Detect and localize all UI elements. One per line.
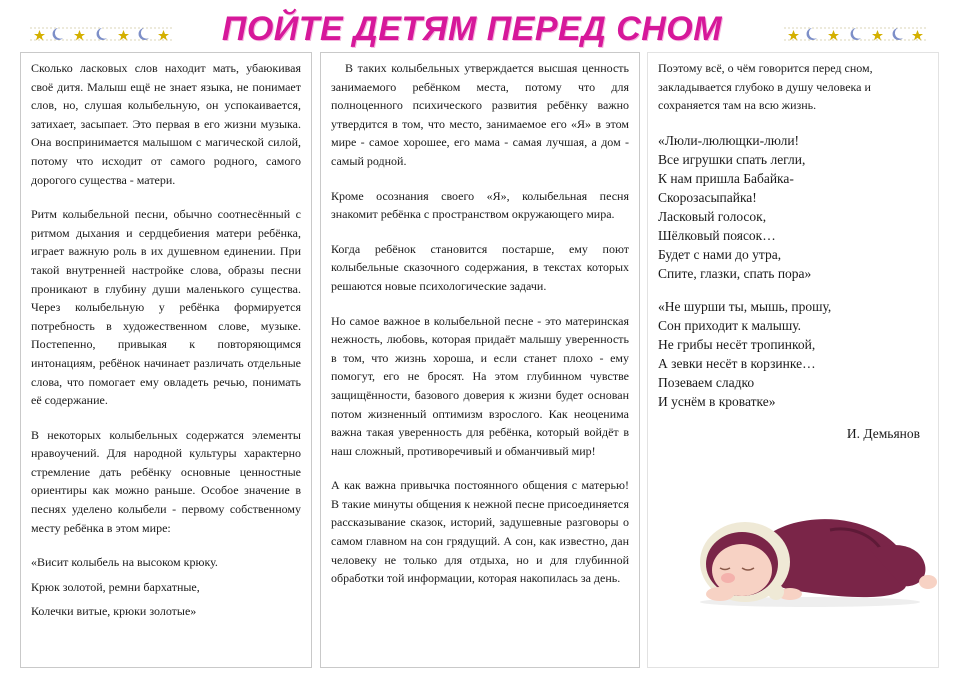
verse-line: Позеваем сладко	[658, 374, 755, 390]
lullaby-verse-1	[658, 131, 928, 283]
verse-line: «Висит колыбель на высоком крюку.	[31, 555, 218, 570]
verse-line: Колечки витые, крюки золотые»	[31, 604, 197, 619]
verse-line: Ласковый голосок,	[658, 208, 767, 224]
header	[0, 0, 960, 52]
verse-line: Спите, глазки, спать пора»	[658, 265, 812, 281]
verse-line: К нам пришла Бабайка-	[658, 170, 794, 186]
verse-line: И уснём в кроватке»	[658, 393, 776, 409]
sleeping-baby-icon	[680, 490, 940, 610]
paragraph: Поэтому всё, о чём говорится перед сном, закладывается глубоко в душу человека и сохраняется там на всю жизнь.	[658, 61, 873, 113]
text-column-middle	[320, 52, 640, 668]
verse-line: Шёлковый поясок…	[658, 227, 776, 243]
paragraph: В таких колыбельных утверждается высшая ценность занимаемого ребёнком места, потому что для полноценного психического развития ребёнку важно утвердится в том, что место, занимаемое его «Я» в этом мире - самое хорошее, его мама - самая лучшая, а дом - самый родной.	[331, 61, 629, 168]
page-title: ПОЙТЕ ДЕТЯМ ПЕРЕД СНОМ	[221, 10, 723, 48]
paragraph: А как важна привычка постоянного общения с матерью! В такие минуты общения к нежной песне присоединяется рассказывание сказок, историй, задушевные разговоры о самом главном на сон грядущий. А сон, как известно, дан человеку не только для отдыха, но и для глубинной обработки той информации, которая накопилась за день.	[331, 478, 629, 586]
verse-line: Будет с нами до утра,	[658, 246, 782, 262]
verse-line: «Не шурши ты, мышь, прошу,	[658, 298, 832, 314]
verse-line: Скорозасыпайка!	[658, 189, 757, 205]
paragraph: Когда ребёнок становится постарше, ему поют колыбельные сказочного содержания, в текстах которых решаются новые психологические задачи.	[331, 241, 629, 293]
paragraph: Но самое важное в колыбельной песне - это материнская нежность, любовь, которая придаёт малышу уверенность в том, что жизнь хороша, и если станет плохо - ему помогут, его не бросят. На этом глубинном чувстве защищённости, базового доверия к жизни будет основан потом жизненный оптимизм взрослого. Как неоценима важна такая уверенность для ребёнка, который войдёт в наш сложный, противоречивый и обманчивый мир!	[331, 313, 629, 458]
text-column-left	[20, 52, 312, 668]
verse-line: Не грибы несёт тропинкой,	[658, 336, 816, 352]
poem-author: И. Демьянов	[846, 425, 920, 441]
lullaby-quote	[31, 553, 301, 621]
paragraph: Ритм колыбельной песни, обычно соотнесённый с ритмом дыхания и сердцебиения матери ребёнка, играет важную роль в их душевном единении. При такой внутренней настройке слова, образы песни проникают в глубину души маленького существа. Через колыбельную у ребёнка формируется потребность в художественном слове, музыке. Постепенно, привыкая к повторяющимся интонациям, ребёнок начинает различать отдельные слова, что помогает ему овладеть речью, понимать её содержание.	[31, 207, 301, 408]
paragraph: Кроме осознания своего «Я», колыбельная песня знакомит ребёнка с пространством окружающего мира.	[331, 188, 629, 222]
verse-line: А зевки несёт в корзинке…	[658, 355, 816, 371]
verse-line: Крюк золотой, ремни бархатные,	[31, 579, 200, 594]
stars-moon-ornament-icon	[26, 20, 176, 46]
paragraph: Сколько ласковых слов находит мать, убаюкивая своё дитя. Малыш ещё не знает языка, не понимает слов, но, слушая колыбельную, он успокаивается, затихает, засыпает. Это первая в его жизни музыка. Она воспринимается малышом с магической силой, потому что исходит от самого родного, самого дорогого существа - матери.	[31, 61, 301, 187]
paragraph: В некоторых колыбельных содержатся элементы нравоучений. Для народной культуры характерно стремление дать ребёнку основные ценностные ориентиры как можно раньше. Особое значение в песнях уделено колыбели - первому собственному месту ребёнка в этом мире:	[31, 427, 301, 535]
verse-line: Все игрушки спать легли,	[658, 151, 806, 167]
verse-line: Сон приходит к малышу.	[658, 317, 801, 333]
verse-line: «Люли-люлющки-люли!	[658, 132, 800, 148]
lullaby-verse-2	[658, 297, 928, 411]
stars-moon-ornament-icon	[780, 20, 930, 46]
